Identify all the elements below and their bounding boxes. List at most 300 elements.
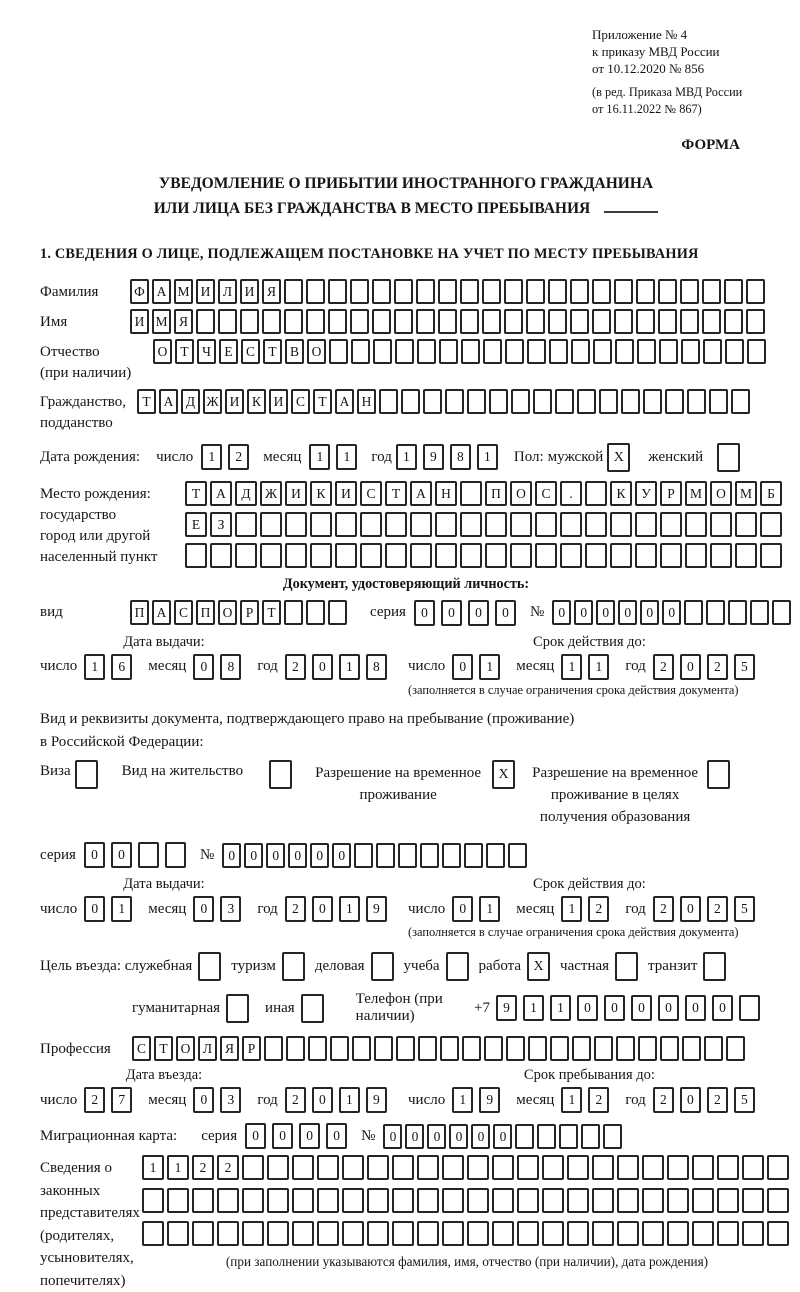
char-cell[interactable] [235, 512, 257, 537]
char-cell[interactable] [731, 389, 750, 414]
char-cell[interactable] [435, 512, 457, 537]
char-cell[interactable] [217, 1188, 239, 1213]
char-cell[interactable] [667, 1221, 689, 1246]
char-cell[interactable] [535, 543, 557, 568]
char-cell[interactable] [603, 1124, 622, 1149]
char-cell[interactable] [505, 339, 524, 364]
char-cell[interactable]: С [360, 481, 382, 506]
char-cell[interactable]: А [335, 389, 354, 414]
char-cell[interactable] [442, 1155, 464, 1180]
char-cell[interactable] [506, 1036, 525, 1061]
char-cell[interactable] [373, 339, 392, 364]
char-cell[interactable] [284, 600, 303, 625]
char-cell[interactable]: 0 [332, 843, 351, 868]
char-cell[interactable]: 1 [111, 896, 132, 922]
char-cell[interactable] [360, 543, 382, 568]
char-cell[interactable]: О [218, 600, 237, 625]
char-cell[interactable] [704, 1036, 723, 1061]
char-cell[interactable]: 3 [220, 896, 241, 922]
char-cell[interactable] [210, 543, 232, 568]
char-cell[interactable] [517, 1155, 539, 1180]
char-cell[interactable] [267, 1155, 289, 1180]
purpose-business-trip-checkbox[interactable] [198, 952, 221, 981]
char-cell[interactable]: О [307, 339, 326, 364]
char-cell[interactable]: 0 [266, 843, 285, 868]
char-cell[interactable]: 1 [561, 1087, 582, 1113]
char-cell[interactable] [335, 512, 357, 537]
visa-checkbox[interactable] [75, 760, 98, 789]
char-cell[interactable] [617, 1188, 639, 1213]
char-cell[interactable] [548, 279, 567, 304]
char-cell[interactable] [342, 1155, 364, 1180]
char-cell[interactable]: 0 [222, 843, 241, 868]
char-cell[interactable] [504, 309, 523, 334]
char-cell[interactable] [710, 543, 732, 568]
char-cell[interactable] [423, 389, 442, 414]
char-cell[interactable]: 0 [577, 995, 598, 1021]
char-cell[interactable]: 0 [84, 896, 105, 922]
char-cell[interactable] [440, 1036, 459, 1061]
char-cell[interactable]: 9 [366, 896, 387, 922]
char-cell[interactable] [581, 1124, 600, 1149]
char-cell[interactable]: Я [220, 1036, 239, 1061]
char-cell[interactable] [687, 389, 706, 414]
char-cell[interactable]: К [247, 389, 266, 414]
char-cell[interactable]: В [285, 339, 304, 364]
char-cell[interactable] [360, 512, 382, 537]
char-cell[interactable]: О [510, 481, 532, 506]
char-cell[interactable] [417, 1155, 439, 1180]
char-cell[interactable] [439, 339, 458, 364]
char-cell[interactable]: 0 [552, 600, 571, 625]
char-cell[interactable] [310, 543, 332, 568]
char-cell[interactable]: 1 [339, 896, 360, 922]
char-cell[interactable]: 0 [193, 1087, 214, 1113]
char-cell[interactable] [735, 543, 757, 568]
char-cell[interactable]: 2 [217, 1155, 239, 1180]
char-cell[interactable] [742, 1221, 764, 1246]
char-cell[interactable] [571, 339, 590, 364]
char-cell[interactable] [486, 843, 505, 868]
char-cell[interactable] [717, 1221, 739, 1246]
char-cell[interactable] [742, 1188, 764, 1213]
char-cell[interactable]: Т [313, 389, 332, 414]
char-cell[interactable]: 0 [680, 654, 701, 680]
char-cell[interactable]: 8 [220, 654, 241, 680]
char-cell[interactable]: 0 [680, 896, 701, 922]
char-cell[interactable]: А [410, 481, 432, 506]
char-cell[interactable] [767, 1155, 789, 1180]
char-cell[interactable] [267, 1221, 289, 1246]
char-cell[interactable]: О [710, 481, 732, 506]
char-cell[interactable] [462, 1036, 481, 1061]
char-cell[interactable]: 0 [427, 1124, 446, 1149]
char-cell[interactable] [374, 1036, 393, 1061]
char-cell[interactable] [410, 543, 432, 568]
char-cell[interactable] [636, 279, 655, 304]
char-cell[interactable] [379, 389, 398, 414]
char-cell[interactable] [726, 1036, 745, 1061]
char-cell[interactable] [642, 1188, 664, 1213]
char-cell[interactable]: У [635, 481, 657, 506]
char-cell[interactable] [483, 339, 502, 364]
char-cell[interactable] [350, 279, 369, 304]
char-cell[interactable]: А [210, 481, 232, 506]
char-cell[interactable]: М [174, 279, 193, 304]
char-cell[interactable]: 1 [201, 444, 222, 470]
char-cell[interactable] [467, 1188, 489, 1213]
char-cell[interactable]: 0 [574, 600, 593, 625]
char-cell[interactable] [138, 842, 159, 868]
char-cell[interactable]: 0 [640, 600, 659, 625]
char-cell[interactable] [760, 512, 782, 537]
char-cell[interactable] [438, 279, 457, 304]
char-cell[interactable] [317, 1188, 339, 1213]
char-cell[interactable] [482, 309, 501, 334]
char-cell[interactable] [750, 600, 769, 625]
char-cell[interactable]: Т [137, 389, 156, 414]
char-cell[interactable]: 1 [339, 654, 360, 680]
char-cell[interactable] [667, 1188, 689, 1213]
purpose-other-checkbox[interactable] [301, 994, 324, 1023]
char-cell[interactable]: 2 [192, 1155, 214, 1180]
char-cell[interactable] [492, 1188, 514, 1213]
char-cell[interactable]: 1 [336, 444, 357, 470]
char-cell[interactable] [537, 1124, 556, 1149]
char-cell[interactable] [396, 1036, 415, 1061]
char-cell[interactable]: Т [385, 481, 407, 506]
char-cell[interactable]: 0 [495, 600, 516, 626]
char-cell[interactable] [684, 600, 703, 625]
char-cell[interactable] [385, 512, 407, 537]
char-cell[interactable]: Ф [130, 279, 149, 304]
char-cell[interactable] [142, 1188, 164, 1213]
char-cell[interactable] [460, 543, 482, 568]
char-cell[interactable] [692, 1221, 714, 1246]
char-cell[interactable]: 1 [309, 444, 330, 470]
char-cell[interactable]: Л [198, 1036, 217, 1061]
char-cell[interactable] [658, 279, 677, 304]
char-cell[interactable] [570, 309, 589, 334]
char-cell[interactable] [492, 1155, 514, 1180]
char-cell[interactable] [328, 600, 347, 625]
char-cell[interactable] [638, 1036, 657, 1061]
char-cell[interactable]: И [269, 389, 288, 414]
char-cell[interactable] [511, 389, 530, 414]
char-cell[interactable] [535, 512, 557, 537]
char-cell[interactable]: О [153, 339, 172, 364]
char-cell[interactable] [267, 1188, 289, 1213]
char-cell[interactable] [660, 1036, 679, 1061]
char-cell[interactable] [286, 1036, 305, 1061]
char-cell[interactable] [464, 843, 483, 868]
char-cell[interactable]: И [335, 481, 357, 506]
char-cell[interactable]: 0 [596, 600, 615, 625]
char-cell[interactable] [376, 843, 395, 868]
char-cell[interactable] [660, 512, 682, 537]
char-cell[interactable]: 0 [452, 896, 473, 922]
char-cell[interactable] [555, 389, 574, 414]
char-cell[interactable] [548, 309, 567, 334]
char-cell[interactable]: Р [660, 481, 682, 506]
char-cell[interactable] [614, 309, 633, 334]
char-cell[interactable] [739, 995, 760, 1021]
char-cell[interactable] [585, 543, 607, 568]
char-cell[interactable] [724, 309, 743, 334]
char-cell[interactable] [642, 1221, 664, 1246]
char-cell[interactable] [560, 543, 582, 568]
char-cell[interactable] [342, 1188, 364, 1213]
char-cell[interactable]: 1 [479, 896, 500, 922]
char-cell[interactable] [617, 1155, 639, 1180]
char-cell[interactable]: 0 [272, 1123, 293, 1149]
char-cell[interactable]: 0 [441, 600, 462, 626]
char-cell[interactable]: Р [242, 1036, 261, 1061]
char-cell[interactable] [742, 1155, 764, 1180]
char-cell[interactable] [702, 279, 721, 304]
char-cell[interactable] [242, 1188, 264, 1213]
char-cell[interactable]: 1 [339, 1087, 360, 1113]
purpose-humanitarian-checkbox[interactable] [226, 994, 249, 1023]
char-cell[interactable] [510, 512, 532, 537]
char-cell[interactable]: 0 [680, 1087, 701, 1113]
char-cell[interactable] [292, 1188, 314, 1213]
char-cell[interactable]: 1 [452, 1087, 473, 1113]
char-cell[interactable]: Т [263, 339, 282, 364]
char-cell[interactable]: Е [219, 339, 238, 364]
char-cell[interactable] [285, 543, 307, 568]
char-cell[interactable] [681, 339, 700, 364]
char-cell[interactable] [567, 1221, 589, 1246]
char-cell[interactable] [642, 1155, 664, 1180]
char-cell[interactable] [142, 1221, 164, 1246]
char-cell[interactable] [680, 309, 699, 334]
char-cell[interactable]: Д [181, 389, 200, 414]
char-cell[interactable] [617, 1221, 639, 1246]
char-cell[interactable]: 0 [312, 654, 333, 680]
char-cell[interactable] [610, 543, 632, 568]
char-cell[interactable] [350, 309, 369, 334]
purpose-work-checkbox[interactable]: X [527, 952, 550, 981]
char-cell[interactable] [725, 339, 744, 364]
char-cell[interactable]: Т [262, 600, 281, 625]
sex-male-checkbox[interactable]: X [607, 443, 630, 472]
char-cell[interactable] [394, 279, 413, 304]
char-cell[interactable]: Е [185, 512, 207, 537]
char-cell[interactable]: 8 [366, 654, 387, 680]
char-cell[interactable]: 1 [561, 654, 582, 680]
char-cell[interactable]: Д [235, 481, 257, 506]
char-cell[interactable]: 1 [588, 654, 609, 680]
char-cell[interactable]: 0 [111, 842, 132, 868]
char-cell[interactable]: 0 [452, 654, 473, 680]
char-cell[interactable] [416, 279, 435, 304]
char-cell[interactable]: С [535, 481, 557, 506]
char-cell[interactable]: 1 [396, 444, 417, 470]
char-cell[interactable]: 0 [244, 843, 263, 868]
char-cell[interactable] [550, 1036, 569, 1061]
char-cell[interactable]: 0 [312, 896, 333, 922]
char-cell[interactable] [570, 279, 589, 304]
char-cell[interactable] [330, 1036, 349, 1061]
char-cell[interactable]: 0 [310, 843, 329, 868]
char-cell[interactable] [517, 1221, 539, 1246]
char-cell[interactable] [760, 543, 782, 568]
char-cell[interactable]: 2 [588, 896, 609, 922]
char-cell[interactable] [367, 1188, 389, 1213]
char-cell[interactable]: 1 [479, 654, 500, 680]
char-cell[interactable] [585, 512, 607, 537]
char-cell[interactable] [416, 309, 435, 334]
char-cell[interactable]: Ж [260, 481, 282, 506]
char-cell[interactable] [746, 279, 765, 304]
char-cell[interactable]: 2 [653, 896, 674, 922]
char-cell[interactable] [417, 1221, 439, 1246]
char-cell[interactable] [218, 309, 237, 334]
char-cell[interactable] [401, 389, 420, 414]
char-cell[interactable] [508, 843, 527, 868]
char-cell[interactable]: 0 [383, 1124, 402, 1149]
char-cell[interactable] [665, 389, 684, 414]
char-cell[interactable] [482, 279, 501, 304]
char-cell[interactable] [192, 1221, 214, 1246]
char-cell[interactable]: И [285, 481, 307, 506]
char-cell[interactable]: 2 [707, 1087, 728, 1113]
char-cell[interactable]: 0 [618, 600, 637, 625]
char-cell[interactable] [442, 843, 461, 868]
purpose-business-checkbox[interactable] [371, 952, 394, 981]
char-cell[interactable] [637, 339, 656, 364]
char-cell[interactable] [735, 512, 757, 537]
char-cell[interactable] [317, 1221, 339, 1246]
char-cell[interactable] [489, 389, 508, 414]
char-cell[interactable]: Р [240, 600, 259, 625]
char-cell[interactable] [260, 543, 282, 568]
char-cell[interactable] [717, 1155, 739, 1180]
char-cell[interactable]: 9 [423, 444, 444, 470]
char-cell[interactable] [306, 279, 325, 304]
char-cell[interactable]: 5 [734, 654, 755, 680]
char-cell[interactable]: Т [175, 339, 194, 364]
char-cell[interactable] [328, 279, 347, 304]
char-cell[interactable] [185, 543, 207, 568]
char-cell[interactable] [706, 600, 725, 625]
char-cell[interactable] [308, 1036, 327, 1061]
char-cell[interactable] [572, 1036, 591, 1061]
char-cell[interactable]: С [174, 600, 193, 625]
char-cell[interactable] [659, 339, 678, 364]
char-cell[interactable] [485, 512, 507, 537]
char-cell[interactable] [594, 1036, 613, 1061]
char-cell[interactable] [485, 543, 507, 568]
char-cell[interactable]: Н [435, 481, 457, 506]
char-cell[interactable]: 2 [707, 896, 728, 922]
char-cell[interactable]: 1 [561, 896, 582, 922]
char-cell[interactable] [767, 1188, 789, 1213]
char-cell[interactable]: А [152, 279, 171, 304]
char-cell[interactable]: Т [185, 481, 207, 506]
char-cell[interactable] [592, 1221, 614, 1246]
char-cell[interactable] [372, 309, 391, 334]
char-cell[interactable] [592, 279, 611, 304]
char-cell[interactable]: Ж [203, 389, 222, 414]
char-cell[interactable] [728, 600, 747, 625]
char-cell[interactable] [467, 389, 486, 414]
char-cell[interactable] [526, 309, 545, 334]
char-cell[interactable]: Я [174, 309, 193, 334]
char-cell[interactable] [467, 1221, 489, 1246]
char-cell[interactable]: О [176, 1036, 195, 1061]
char-cell[interactable]: 1 [142, 1155, 164, 1180]
char-cell[interactable]: 0 [662, 600, 681, 625]
char-cell[interactable] [621, 389, 640, 414]
char-cell[interactable]: 2 [84, 1087, 105, 1113]
char-cell[interactable]: 0 [405, 1124, 424, 1149]
char-cell[interactable] [292, 1155, 314, 1180]
char-cell[interactable] [292, 1221, 314, 1246]
char-cell[interactable]: . [560, 481, 582, 506]
char-cell[interactable] [445, 389, 464, 414]
char-cell[interactable] [235, 543, 257, 568]
temp-residence-education-checkbox[interactable] [707, 760, 730, 789]
purpose-transit-checkbox[interactable] [703, 952, 726, 981]
char-cell[interactable]: С [291, 389, 310, 414]
char-cell[interactable] [351, 339, 370, 364]
char-cell[interactable] [394, 309, 413, 334]
char-cell[interactable] [592, 309, 611, 334]
char-cell[interactable] [335, 543, 357, 568]
char-cell[interactable] [515, 1124, 534, 1149]
char-cell[interactable] [418, 1036, 437, 1061]
char-cell[interactable] [492, 1221, 514, 1246]
char-cell[interactable] [577, 389, 596, 414]
char-cell[interactable] [680, 279, 699, 304]
char-cell[interactable] [284, 279, 303, 304]
char-cell[interactable]: 6 [111, 654, 132, 680]
char-cell[interactable]: И [240, 279, 259, 304]
char-cell[interactable] [685, 543, 707, 568]
char-cell[interactable] [484, 1036, 503, 1061]
char-cell[interactable] [710, 512, 732, 537]
char-cell[interactable]: 0 [604, 995, 625, 1021]
char-cell[interactable]: М [685, 481, 707, 506]
residence-permit-checkbox[interactable] [269, 760, 292, 789]
char-cell[interactable] [593, 339, 612, 364]
char-cell[interactable] [467, 1155, 489, 1180]
char-cell[interactable]: 0 [193, 654, 214, 680]
char-cell[interactable]: 0 [712, 995, 733, 1021]
char-cell[interactable]: 0 [631, 995, 652, 1021]
char-cell[interactable]: Т [154, 1036, 173, 1061]
char-cell[interactable]: 2 [228, 444, 249, 470]
char-cell[interactable]: К [610, 481, 632, 506]
char-cell[interactable] [284, 309, 303, 334]
temp-residence-checkbox[interactable]: X [492, 760, 515, 789]
char-cell[interactable] [685, 512, 707, 537]
char-cell[interactable] [709, 389, 728, 414]
char-cell[interactable]: А [159, 389, 178, 414]
char-cell[interactable] [410, 512, 432, 537]
char-cell[interactable]: П [485, 481, 507, 506]
char-cell[interactable]: 0 [658, 995, 679, 1021]
char-cell[interactable] [585, 481, 607, 506]
char-cell[interactable] [417, 339, 436, 364]
char-cell[interactable] [460, 279, 479, 304]
char-cell[interactable]: И [196, 279, 215, 304]
char-cell[interactable] [260, 512, 282, 537]
char-cell[interactable] [438, 309, 457, 334]
char-cell[interactable]: 0 [493, 1124, 512, 1149]
